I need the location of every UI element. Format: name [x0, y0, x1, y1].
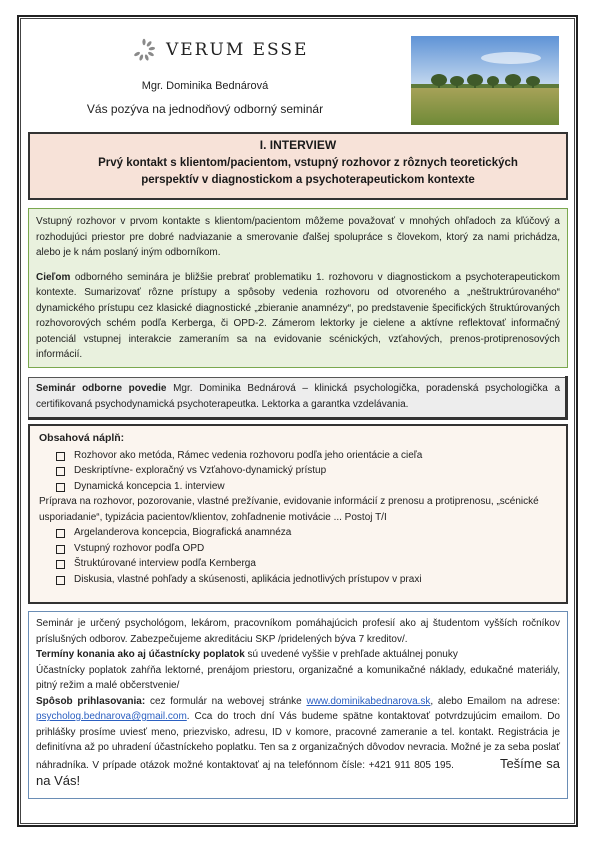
terms-text: sú uvedené vyššie v prehľade aktuálnej ponuky [244, 649, 458, 660]
content-heading: Obsahová náplň: [39, 432, 125, 444]
brand-name: VERUM ESSE [166, 40, 309, 60]
seminar-heading: I. INTERVIEW [259, 138, 337, 152]
intro-paragraph-1: Vstupný rozhovor v prvom kontakte s klientom/pacientom môžeme považovať v mnohých ohľadoch za kľúčový a rozhodujúci priestor pre dobré nadviazanie a smerovanie ďalšej spolupráce s človekom, ktorý za nami prichádza, alebo je k nám poslaný iným odborníkom. [36, 216, 560, 258]
terms-label: Termíny konania ako aj účastnícky poplatok [36, 649, 245, 660]
audience-text: Seminár je určený psychológom, lekárom, pracovníkom pomáhajúcich profesií ako aj študentom vyšších ročníkov príslušných odborov. Zabezpečujeme akreditáciu SKP /pridelených býva 7 kreditov/. [36, 618, 560, 645]
flower-logo-icon [132, 38, 156, 62]
website-link[interactable]: www.dominikabednarova.sk [306, 695, 431, 707]
invitation-line: Vás pozýva na jednodňový odborný seminár [86, 102, 324, 116]
intro-box [28, 208, 568, 368]
list-item: Deskriptívne- exploračný vs Vzťahovo-dynamický prístup [56, 463, 557, 479]
terms-line [36, 647, 560, 663]
list-item: Argelanderova koncepcia, Biografická anamnéza [56, 525, 557, 541]
lector-box [28, 377, 568, 419]
seminar-title-box [28, 132, 568, 200]
intro-paragraph-2 [36, 270, 560, 363]
list-item: Diskusia, vlastné pohľady a skúsenosti, aplikácia jednotlivých prístupov v praxi [56, 572, 557, 588]
seminar-subtitle: Prvý kontakt s klientom/pacientom, vstupný rozhovor z rôznych teoretických perspektív v diagnostickom a psychoterapeutickom kontexte [98, 157, 518, 186]
list-item: Dynamická koncepcia 1. interview [56, 479, 557, 495]
list-item: Štruktúrované interview podľa Kernberga [56, 556, 557, 572]
content-list-a [39, 448, 557, 495]
list-item: Rozhovor ako metóda, Rámec vedenia rozhovoru podľa jeho orientácie a cieľa [56, 448, 557, 464]
signup-text-1: cez formulár na webovej stránke [145, 695, 307, 707]
content-list-b [39, 525, 557, 587]
signup-label: Spôsob prihlasovania: [36, 695, 146, 707]
lector-label: Seminár odborne povedie [36, 383, 167, 394]
signup-paragraph [36, 694, 560, 791]
presenter-name: Mgr. Dominika Bednárová [141, 80, 269, 92]
goal-label: Cieľom [36, 271, 71, 283]
goal-text: odborného seminára je bližšie prebrať problematiku 1. rozhovoru v diagnostickom a psychoterapeutickom kontexte. Sumarizovať rôzne prístupy a spôsoby vedenia rozhovoru od otvoreného a „neštruktrúrovaného“ dynamického prístupu cez klasické diagnostické „zbieranie anamnézy“, po predstavenie špecifických štruktúrovaných rozhovorových schém podľa Kerberga, či OPD-2. Zámerom lektorky je cielene a aktívne reflektovať informačný potenciál vstupnej interakcie zameraním sa na evidovanie scénických, vzťahových, prenos-protiprenosových informácií. [36, 271, 560, 360]
closing-text: Tešíme sa na Vás! [36, 755, 561, 788]
logo [132, 38, 308, 62]
signup-text-2: , alebo Emailom na adrese: [430, 695, 560, 707]
fee-text: Účastnícky poplatok zahŕňa lektorné, prenájom priestoru, organizačné a komunikačné náklady, edukačné materiály, pitný režim a malé občerstvenie/ [36, 664, 560, 691]
content-box [28, 424, 568, 604]
lector-text: Mgr. Dominika Bednárová – klinická psychologička, poradenská psychologička a certifikovaná psychodynamická psychoterapeutka. Lektorka a garantka vzdelávania. [36, 383, 560, 410]
email-link[interactable]: psycholog.bednarova@gmail.com [36, 711, 187, 722]
info-box [28, 611, 568, 799]
list-item: Vstupný rozhovor podľa OPD [56, 541, 557, 557]
landscape-photo [411, 36, 559, 125]
content-paragraph: Príprava na rozhovor, pozorovanie, vlastné prežívanie, evidovanie informácií z prenosu a protiprenosu, „scénické usporiadanie“, typizácia pacientov/klientov, zohľadnenie motivácie ... Postoj T/I [39, 496, 539, 523]
signup-text-3: . Cca do troch dní Vás budeme spätne kontaktovať potvrdzujúcim emailom. Do prihlášky prosíme uviesť meno, priezvisko, adresu, ID v komore, pracovné zameranie a tel. kontakt. Registrácia je definitívna až po uhradení účastníckeho poplatku. Ten sa z organizačných dôvodov nevracia. Možné je za seba poslať náhradníka. V prípade otázok možné kontaktovať aj na telefónnom čísle: +421 911 805 195. [36, 711, 560, 771]
